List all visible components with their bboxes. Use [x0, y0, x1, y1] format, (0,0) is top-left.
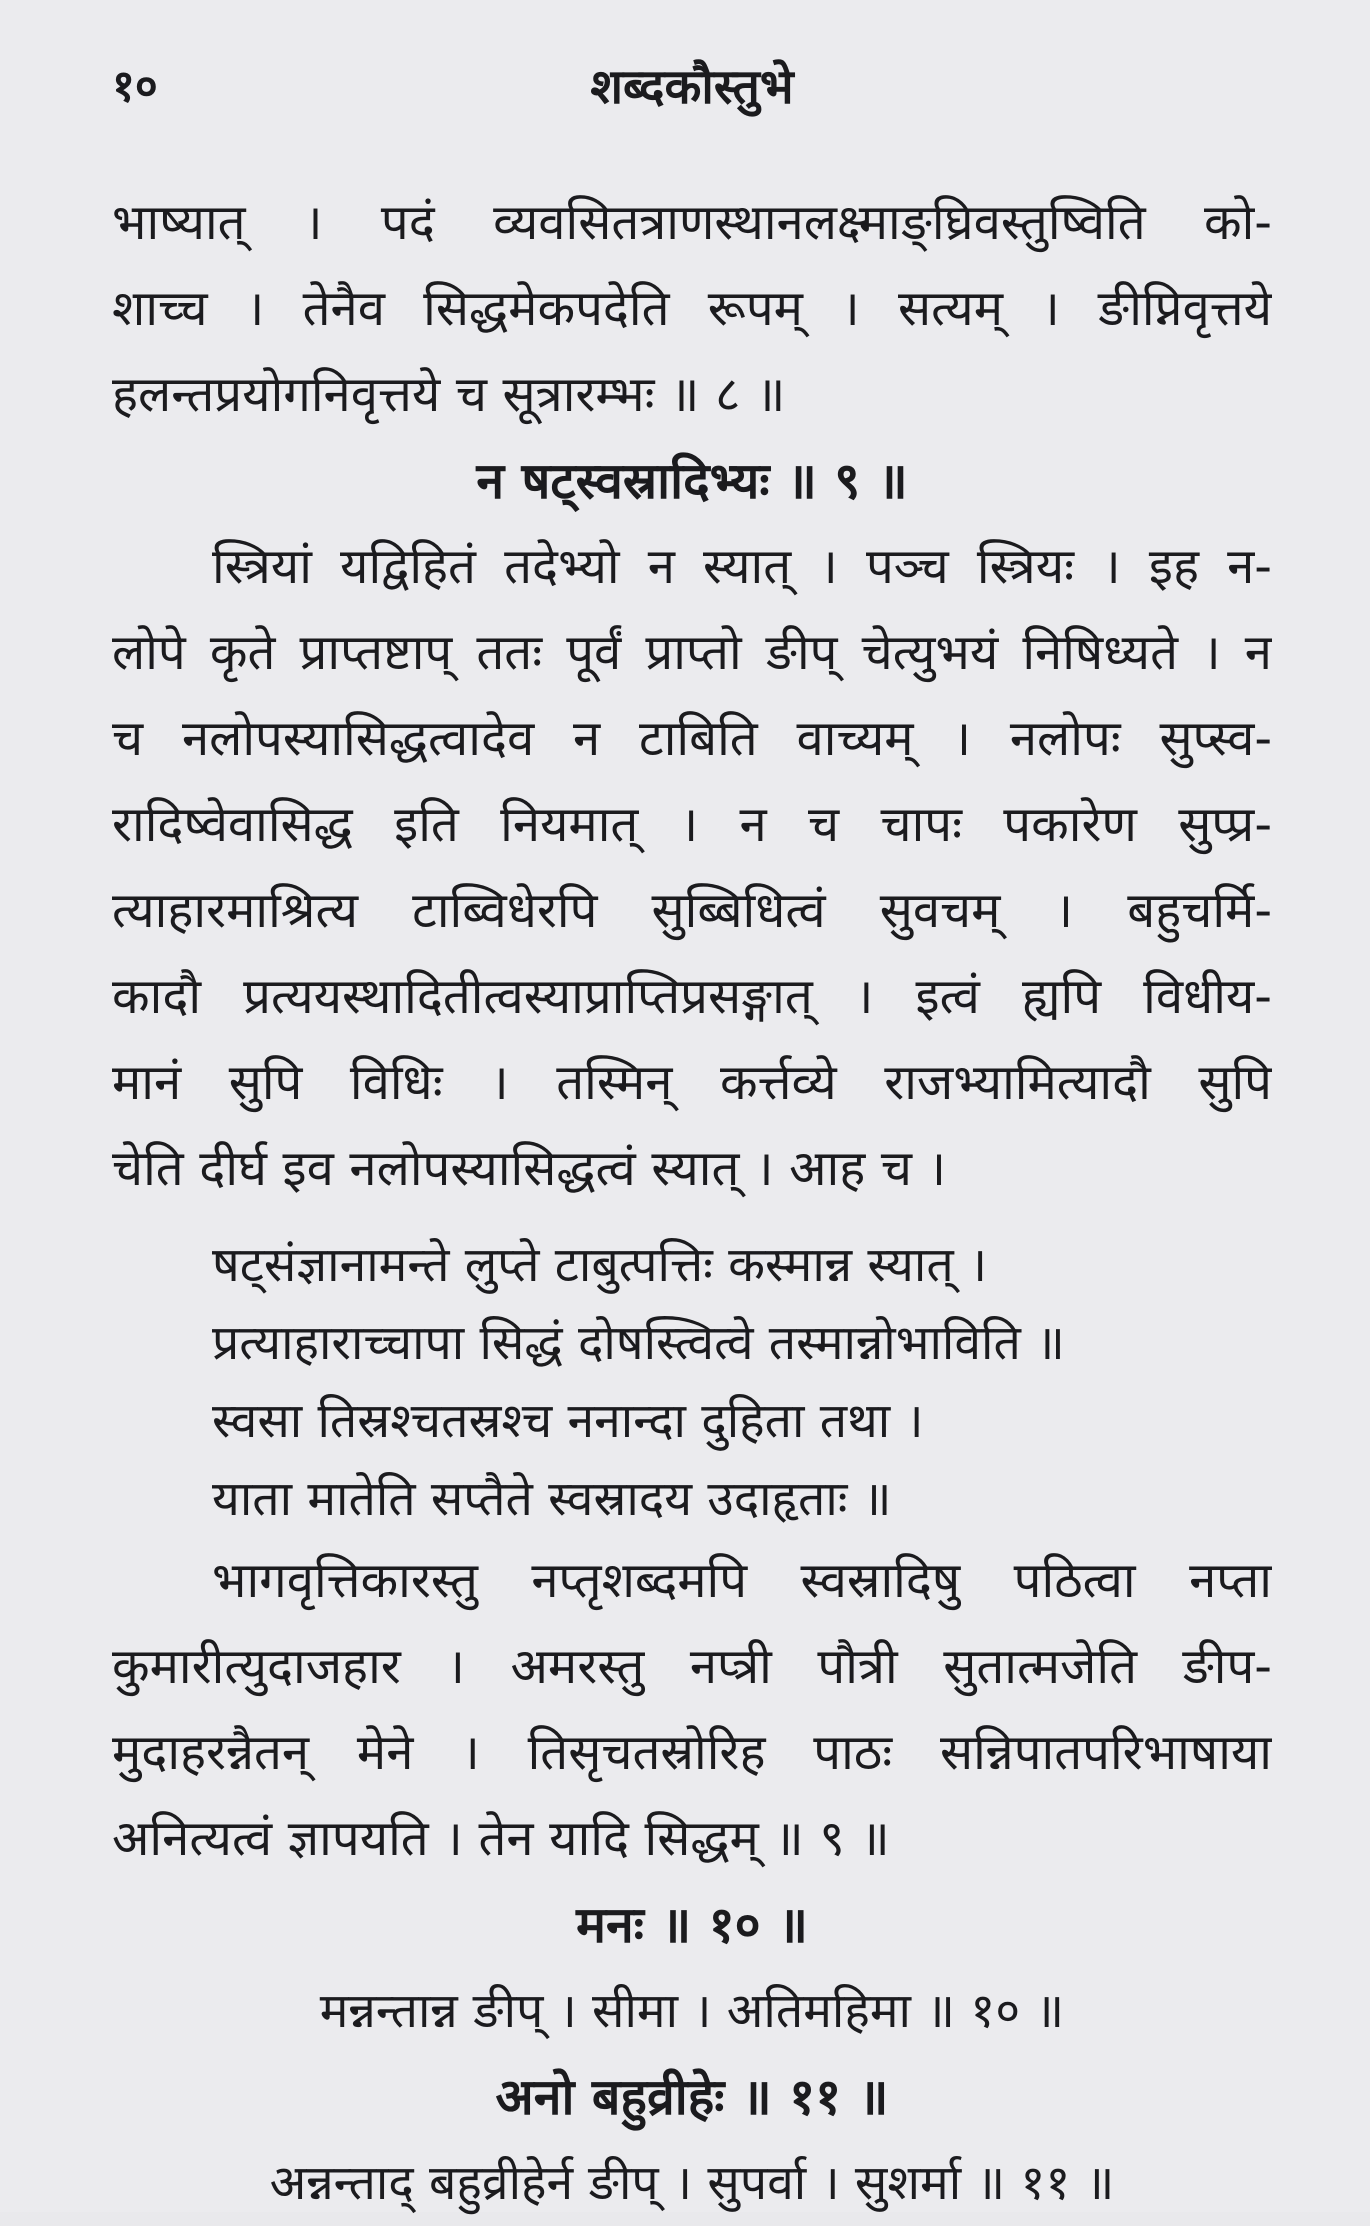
text-line: स्त्रियां यद्विहितं तदेभ्यो न स्यात् । पञ्च स्त्रियः । इह न-: [212, 538, 1272, 595]
verse-line: याता मातेति सप्तैते स्वस्रादय उदाहृताः ॥: [212, 1471, 892, 1527]
paragraph-commentary-8: [112, 180, 1272, 438]
verse-line: षट्संज्ञानामन्ते लुप्ते टाबुत्पत्तिः कस्मान्न स्यात् ।: [212, 1237, 988, 1293]
sutra-gloss-10: मन्नन्तान्न ङीप् । सीमा । अतिमहिमा ॥ १० ॥: [319, 1983, 1065, 2039]
verse-line: प्रत्याहाराच्चापा सिद्धं दोषस्त्वित्वे तस्मान्नोभाविति ॥: [212, 1315, 1065, 1371]
text-line: भागवृत्तिकारस्तु नप्तृशब्दमपि स्वस्रादिषु पठित्वा नप्ता: [212, 1552, 1272, 1609]
page-number: १०: [112, 61, 158, 112]
text-line: चेति दीर्घ इव नलोपस्यासिद्धत्वं स्यात् । आह च ।: [112, 1140, 947, 1197]
text-line: हलन्तप्रयोगनिवृत्तये च सूत्रारम्भः ॥ ८ ॥: [112, 366, 786, 423]
text-line: अनित्यत्वं ज्ञापयति । तेन यादि सिद्धम् ॥ ९ ॥: [112, 1810, 890, 1867]
verse-line: स्वसा तिस्रश्चतस्रश्च ननान्दा दुहिता तथा ।: [212, 1393, 924, 1449]
text-line: रादिष्वेवासिद्ध इति नियमात् । न च चापः पकारेण सुप्प्र-: [112, 796, 1272, 853]
text-line: त्याहारमाश्रित्य टाब्विधेरपि सुब्बिधित्वं सुवचम् । बहुचर्मि-: [112, 882, 1272, 939]
text-line: मुदाहरन्नैतन् मेने । तिसृचतस्रोरिह पाठः सन्निपातपरिभाषाया: [112, 1724, 1272, 1781]
sutra-heading-11: अनो बहुव्रीहेः ॥ ११ ॥: [495, 2068, 889, 2126]
body-text: [112, 180, 1272, 2226]
verse-block: [112, 1226, 1272, 1538]
text-line: लोपे कृते प्राप्तष्टाप् ततः पूर्वं प्राप्तो ङीप् चेत्युभयं निषिध्यते । न: [112, 624, 1272, 681]
running-title: शब्दकौस्तुभे: [590, 59, 794, 115]
sutra-heading-9: न षट्स्वस्रादिभ्यः ॥ ९ ॥: [476, 452, 908, 510]
page-header: [112, 52, 1272, 122]
text-line: शाच्च । तेनैव सिद्धमेकपदेति रूपम् । सत्यम् । ङीप्निवृत्तये: [112, 280, 1272, 337]
text-line: मानं सुपि विधिः । तस्मिन् कर्त्तव्ये राजभ्यामित्यादौ सुपि: [112, 1054, 1272, 1111]
sutra-heading-10: मनः ॥ १० ॥: [576, 1896, 808, 1954]
paragraph-commentary-9b: [112, 1538, 1272, 1882]
text-line: भाष्यात् । पदं व्यवसितत्राणस्थानलक्ष्माङ्घ्रिवस्तुष्विति को-: [112, 194, 1272, 251]
text-line: कादौ प्रत्ययस्थादितीत्वस्याप्राप्तिप्रसङ्गात् । इत्वं ह्यपि विधीय-: [112, 968, 1272, 1025]
paragraph-commentary-9: [112, 524, 1272, 1212]
text-line: कुमारीत्युदाजहार । अमरस्तु नप्त्री पौत्री सुतात्मजेति ङीप-: [112, 1638, 1272, 1695]
sutra-gloss-11: अन्नन्ताद् बहुव्रीहेर्न ङीप् । सुपर्वा । सुशर्मा ॥ ११ ॥: [269, 2155, 1115, 2211]
text-line: च नलोपस्यासिद्धत्वादेव न टाबिति वाच्यम् । नलोपः सुप्स्व-: [112, 710, 1272, 767]
